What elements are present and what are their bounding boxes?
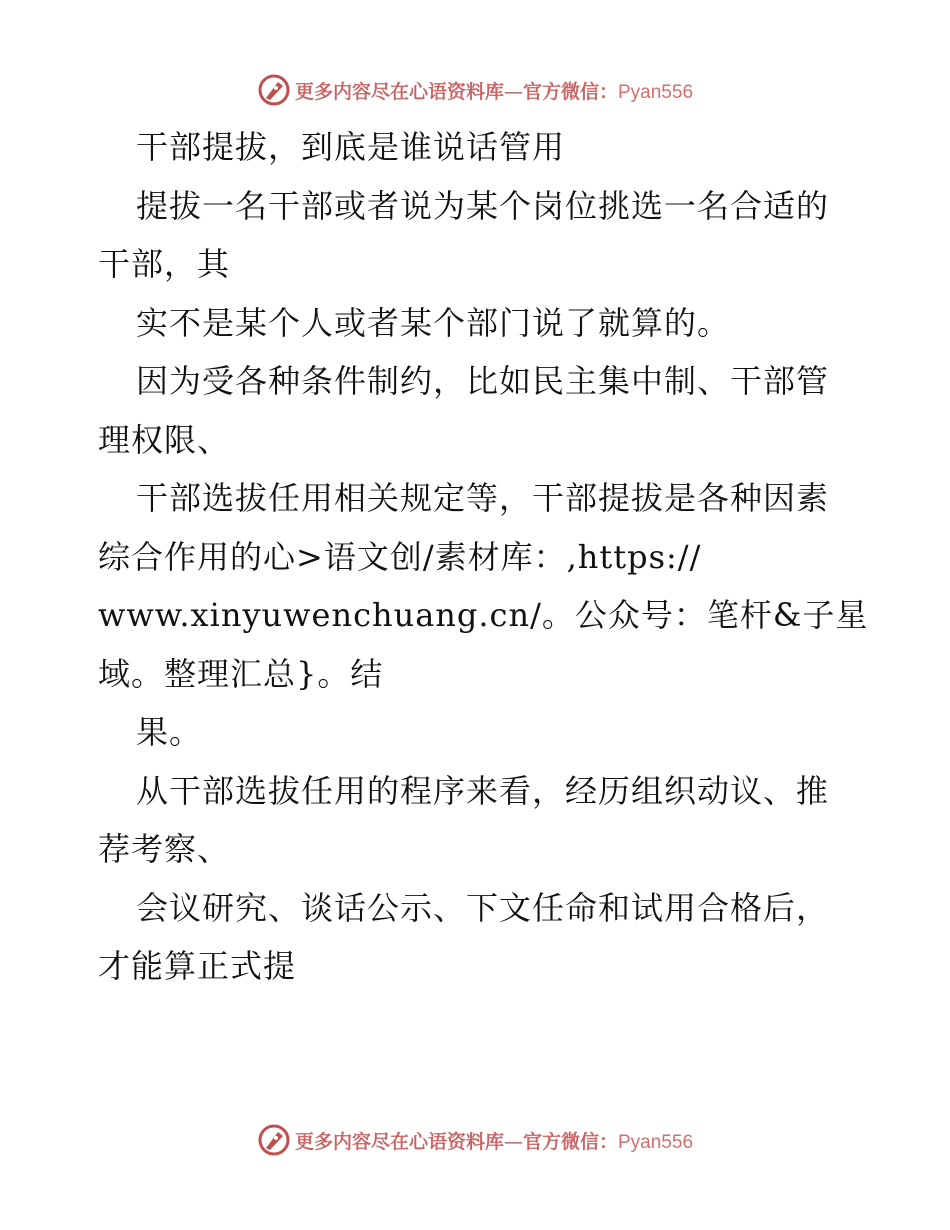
banner-label: 官方微信： — [522, 80, 618, 103]
doc-line: 提拔一名干部或者说为某个岗位挑选一名合适的 — [136, 186, 830, 225]
pen-nib-logo-icon — [257, 73, 291, 107]
banner-separator: — — [503, 1130, 523, 1153]
banner-brand: 更多内容尽在心语资料库 — [294, 80, 504, 103]
doc-line: 理权限、 — [98, 420, 231, 459]
doc-line-title: 干部提拔，到底是谁说话管用 — [136, 128, 566, 166]
doc-line: 综合作用的心>语文创/素材库：,https:// — [98, 537, 702, 576]
doc-line: 从干部选拔任用的程序来看，经历组织动议、推 — [136, 771, 830, 810]
doc-line: 才能算正式提 — [98, 947, 297, 985]
footer-banner — [0, 1120, 950, 1160]
doc-line: 会议研究、谈话公示、下文任命和试用合格后， — [136, 888, 830, 927]
banner-wechat-id: Pyan556 — [618, 1131, 694, 1153]
document-body — [98, 118, 869, 996]
header-banner — [0, 70, 950, 110]
doc-line: 实不是某个人或者某个部门说了就算的。 — [136, 303, 731, 342]
banner-separator: — — [503, 80, 523, 103]
banner-brand: 更多内容尽在心语资料库 — [294, 1130, 504, 1153]
doc-line: www.xinyuwenchuang.cn/。公众号：笔杆&子星 — [98, 596, 869, 634]
doc-line: 干部选拔任用相关规定等，干部提拔是各种因素 — [136, 479, 830, 517]
doc-line: 果。 — [136, 713, 203, 751]
pen-nib-logo-icon — [257, 1123, 291, 1157]
doc-line: 域。整理汇总}。结 — [98, 654, 384, 693]
banner-text — [295, 77, 693, 104]
doc-line: 干部，其 — [98, 245, 231, 283]
banner-text — [295, 1127, 693, 1154]
banner-label: 官方微信： — [522, 1130, 618, 1153]
banner-wechat-id: Pyan556 — [618, 81, 694, 103]
doc-line: 荐考察、 — [98, 830, 231, 868]
doc-line: 因为受各种条件制约，比如民主集中制、干部管 — [136, 362, 830, 400]
